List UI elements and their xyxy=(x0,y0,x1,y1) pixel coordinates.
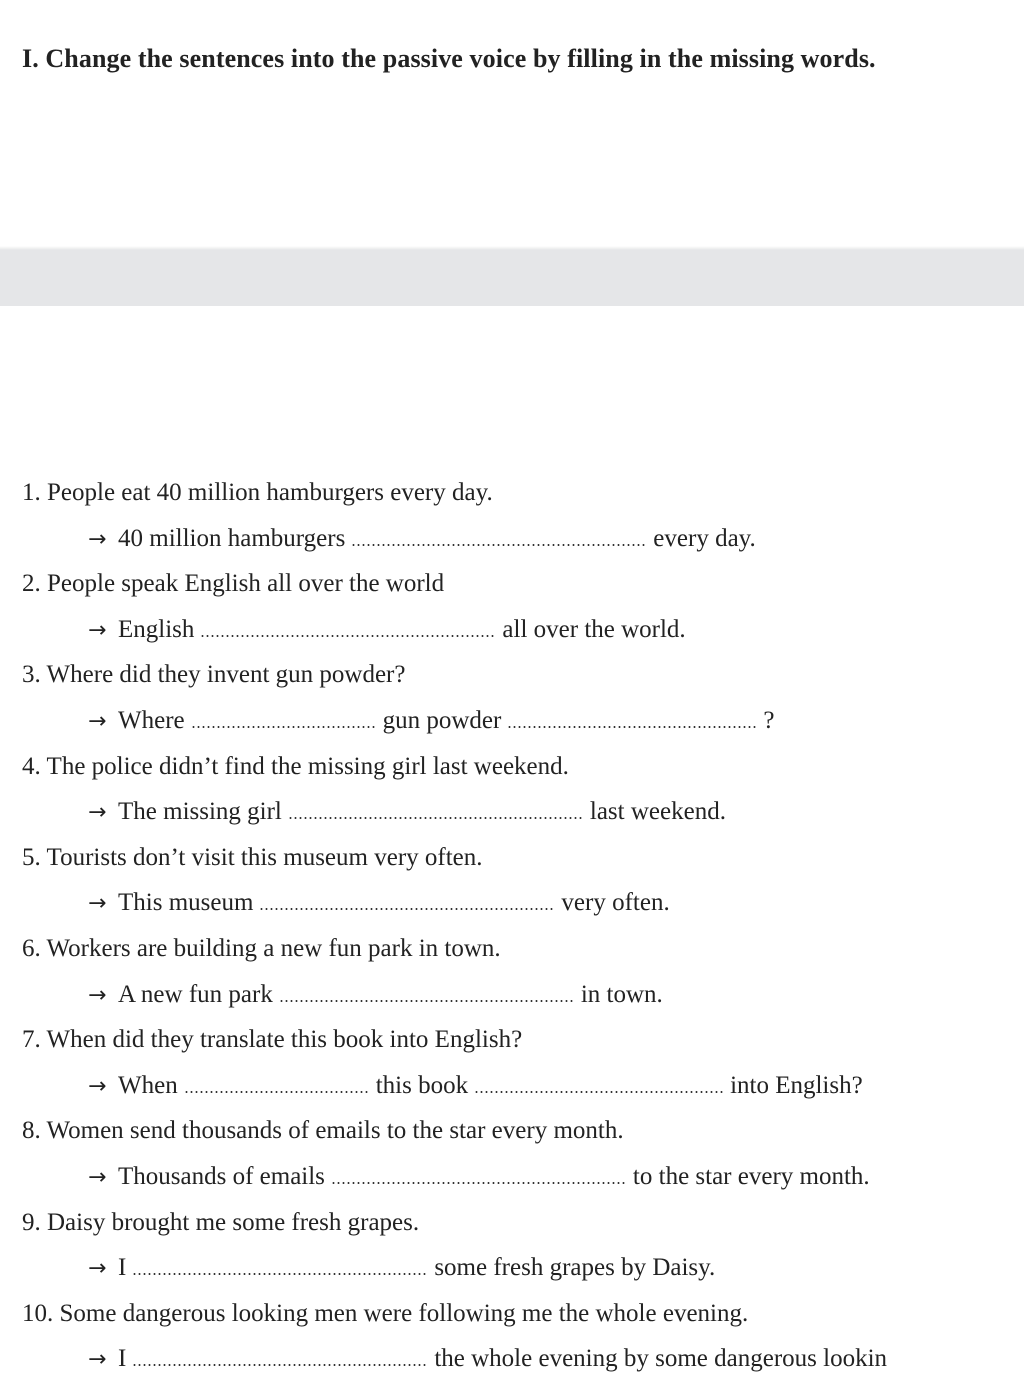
list-item xyxy=(22,470,1022,561)
passive-answer-line xyxy=(22,972,1022,1018)
answer-text: This museum xyxy=(118,889,254,917)
passive-answer-line xyxy=(22,1063,1022,1109)
original-sentence: 2. People speak English all over the world xyxy=(22,570,445,598)
blank-field[interactable] xyxy=(507,726,757,728)
original-sentence: 8. Women send thousands of emails to the star every month. xyxy=(22,1117,624,1145)
passive-answer-line xyxy=(22,1154,1022,1200)
answer-text: in town. xyxy=(580,980,663,1008)
answer-text: the whole evening by some dangerous lookin xyxy=(434,1345,888,1373)
blank-field[interactable] xyxy=(184,1091,370,1093)
answer-text: last weekend. xyxy=(589,798,726,826)
right-arrow-icon: → xyxy=(88,526,107,552)
blank-field[interactable] xyxy=(191,726,377,728)
right-arrow-icon: → xyxy=(88,891,107,917)
answer-text: ? xyxy=(763,706,775,734)
passive-answer-line xyxy=(22,789,1022,835)
right-arrow-icon: → xyxy=(88,1256,107,1282)
list-item xyxy=(22,1291,1022,1382)
original-sentence: 10. Some dangerous looking men were following me the whole evening. xyxy=(22,1299,749,1327)
list-item xyxy=(22,561,1022,652)
right-arrow-icon: → xyxy=(88,617,107,643)
original-sentence: 7. When did they translate this book into English? xyxy=(22,1026,523,1054)
blank-field[interactable] xyxy=(331,1182,627,1184)
answer-text: Where xyxy=(118,706,185,734)
list-item xyxy=(22,835,1022,926)
right-arrow-icon: → xyxy=(88,800,107,826)
list-item xyxy=(22,1017,1022,1108)
blank-field[interactable] xyxy=(288,817,584,819)
answer-text: gun powder xyxy=(382,706,502,734)
answer-text: The missing girl xyxy=(118,798,282,826)
passive-answer-line xyxy=(22,516,1022,562)
original-sentence: 6. Workers are building a new fun park in town. xyxy=(22,934,501,962)
right-arrow-icon: → xyxy=(88,982,107,1008)
answer-text: to the star every month. xyxy=(632,1162,870,1190)
answer-text: very often. xyxy=(561,889,670,917)
answer-text: into English? xyxy=(730,1071,863,1099)
original-sentence: 3. Where did they invent gun powder? xyxy=(22,661,406,689)
answer-text: 40 million hamburgers xyxy=(118,524,346,552)
answer-text: English xyxy=(118,615,195,643)
exercise-title: I. Change the sentences into the passive voice by filling in the missing words. xyxy=(22,44,876,73)
list-item xyxy=(22,744,1022,835)
answer-text: I xyxy=(118,1345,127,1373)
blank-field[interactable] xyxy=(132,1273,428,1275)
answer-text: I xyxy=(118,1254,127,1282)
list-item xyxy=(22,1200,1022,1291)
answer-text: A new fun park xyxy=(118,980,273,1008)
blank-field[interactable] xyxy=(200,635,496,637)
passive-answer-line xyxy=(22,1245,1022,1291)
answer-text: Thousands of emails xyxy=(118,1162,325,1190)
answer-text: all over the world. xyxy=(502,615,686,643)
list-item xyxy=(22,1108,1022,1199)
right-arrow-icon: → xyxy=(88,708,107,734)
blank-field[interactable] xyxy=(351,544,647,546)
passive-answer-line xyxy=(22,607,1022,653)
answer-text: every day. xyxy=(653,524,756,552)
answer-text: When xyxy=(118,1071,178,1099)
answer-text: some fresh grapes by Daisy. xyxy=(434,1254,716,1282)
passive-answer-line xyxy=(22,1336,1022,1382)
blank-field[interactable] xyxy=(132,1364,428,1366)
right-arrow-icon: → xyxy=(88,1164,107,1190)
right-arrow-icon: → xyxy=(88,1073,107,1099)
answer-text: this book xyxy=(375,1071,469,1099)
divider-band xyxy=(0,250,1024,306)
list-item xyxy=(22,926,1022,1017)
original-sentence: 4. The police didn’t find the missing girl last weekend. xyxy=(22,752,569,780)
right-arrow-icon: → xyxy=(88,1347,107,1373)
blank-field[interactable] xyxy=(259,908,555,910)
list-item xyxy=(22,652,1022,743)
blank-field[interactable] xyxy=(474,1091,724,1093)
original-sentence: 1. People eat 40 million hamburgers every day. xyxy=(22,479,493,506)
exercise-list xyxy=(22,470,1022,1382)
blank-field[interactable] xyxy=(279,1000,575,1002)
passive-answer-line xyxy=(22,698,1022,744)
passive-answer-line xyxy=(22,880,1022,926)
original-sentence: 9. Daisy brought me some fresh grapes. xyxy=(22,1208,420,1236)
original-sentence: 5. Tourists don’t visit this museum very often. xyxy=(22,843,483,871)
